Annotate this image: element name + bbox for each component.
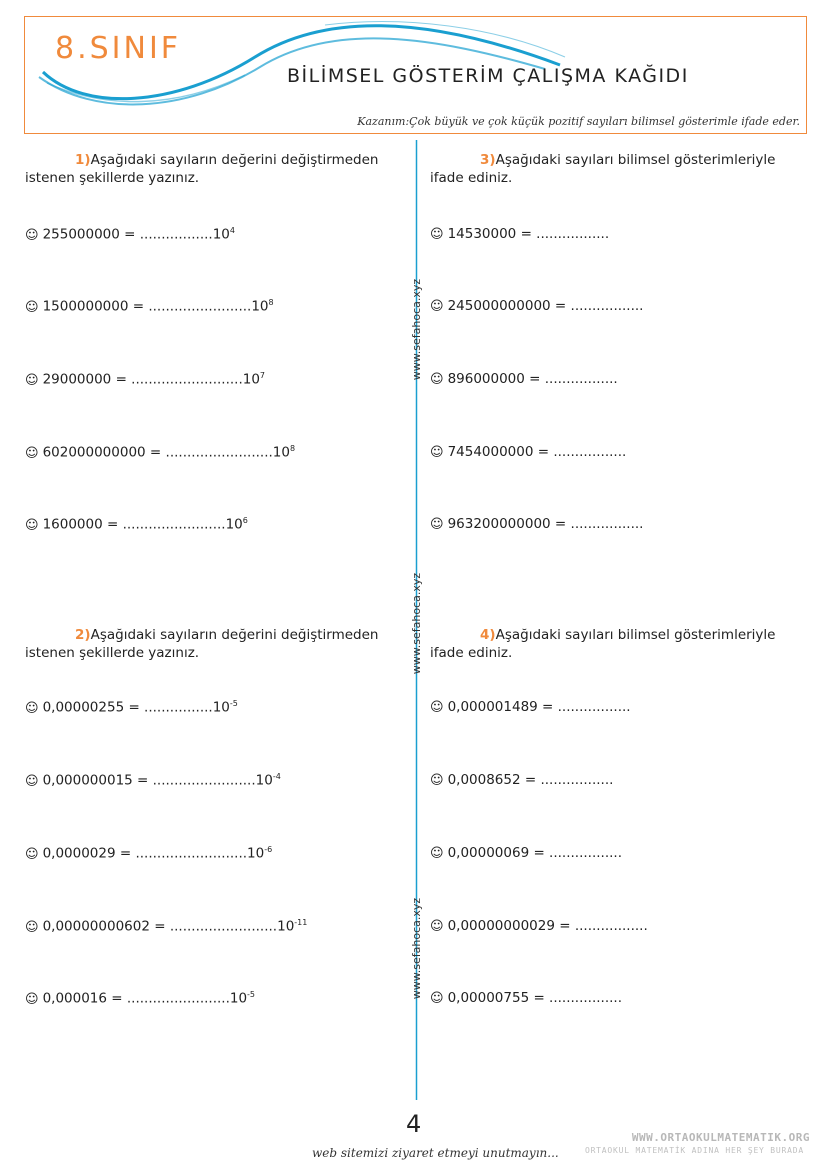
smiley-icon: ☺: [430, 846, 444, 861]
smiley-icon: ☺: [25, 991, 39, 1007]
smiley-icon: ☺: [25, 299, 39, 315]
smiley-icon: ☺: [430, 445, 444, 460]
section-1: [25, 151, 405, 187]
smiley-icon: ☺: [430, 227, 444, 242]
section-prompt: Aşağıdaki sayıları bilimsel gösterimleriyle ifade ediniz.: [430, 627, 776, 661]
section-number: 4): [480, 627, 496, 643]
footer-note: web sitemizi ziyaret etmeyi unutmayın...: [312, 1146, 559, 1160]
list-item: ☺ 0,0008652 = .................: [430, 772, 614, 788]
watermark-vertical-1: www.sefahoca.xyz: [410, 278, 424, 381]
site-url-watermark: WWW.ORTAOKULMATEMATIK.ORG: [631, 1131, 810, 1144]
list-item: ☺ 7454000000 = .................: [430, 444, 627, 460]
smiley-icon: ☺: [430, 299, 444, 314]
smiley-icon: ☺: [430, 919, 444, 934]
list-item: ☺ 0,00000000029 = .................: [430, 918, 648, 934]
list-item: ☺ $0,000016 = ........................10^{-5}$: [25, 990, 256, 1007]
list-item: ☺ 245000000000 = .................: [430, 298, 644, 314]
list-item: ☺ 896000000 = .................: [430, 371, 618, 387]
watermark-vertical-3: www.sefahoca.xyz: [410, 897, 424, 1000]
grade-label: 8.SINIF: [55, 31, 182, 66]
section-prompt: Aşağıdaki sayıları bilimsel gösterimleriyle ifade ediniz.: [430, 152, 776, 186]
smiley-icon: ☺: [25, 700, 39, 716]
list-item: ☺ 14530000 = .................: [430, 226, 610, 242]
smiley-icon: ☺: [430, 773, 444, 788]
header-box: [24, 16, 807, 134]
smiley-icon: ☺: [25, 773, 39, 789]
section-number: 2): [75, 627, 91, 643]
list-item: ☺ $255000000 = .................10^4$: [25, 226, 235, 243]
section-number: 1): [75, 152, 91, 168]
section-3: [430, 151, 800, 187]
list-item: ☺ $1500000000 = ........................10^8$: [25, 298, 274, 315]
smiley-icon: ☺: [430, 372, 444, 387]
site-slogan-watermark: ORTAOKUL MATEMATİK ADINA HER ŞEY BURADA: [584, 1146, 804, 1155]
list-item: ☺ $0,0000029 = ..........................10^{-6}$: [25, 845, 273, 862]
smiley-icon: ☺: [25, 227, 39, 243]
list-item: ☺ $0,00000255 = ................10^{-5}$: [25, 699, 238, 716]
list-item: ☺ 0,000001489 = .................: [430, 699, 631, 715]
list-item: ☺ $1600000 = ........................10^6$: [25, 516, 248, 533]
list-item: ☺ $29000000 = ..........................10^7$: [25, 371, 266, 388]
section-prompt: Aşağıdaki sayıların değerini değiştirmeden istenen şekillerde yazınız.: [25, 627, 379, 661]
section-number: 3): [480, 152, 496, 168]
worksheet-title: BİLİMSEL GÖSTERİM ÇALIŞMA KAĞIDI: [287, 65, 689, 87]
section-prompt: Aşağıdaki sayıların değerini değiştirmeden istenen şekillerde yazınız.: [25, 152, 379, 186]
smiley-icon: ☺: [430, 700, 444, 715]
smiley-icon: ☺: [25, 445, 39, 461]
learning-outcome: Kazanım:Çok büyük ve çok küçük pozitif sayıları bilimsel gösterimle ifade eder.: [357, 115, 800, 128]
watermark-vertical-2: www.sefahoca.xyz: [410, 572, 424, 675]
smiley-icon: ☺: [25, 517, 39, 533]
section-2: [25, 626, 405, 662]
list-item: ☺ $0,000000015 = ........................10^{-4}$: [25, 772, 281, 789]
smiley-icon: ☺: [430, 517, 444, 532]
smiley-icon: ☺: [25, 372, 39, 388]
smiley-icon: ☺: [25, 846, 39, 862]
list-item: ☺ 0,00000069 = .................: [430, 845, 623, 861]
list-item: ☺ 0,00000755 = .................: [430, 990, 623, 1006]
smiley-icon: ☺: [25, 919, 39, 935]
list-item: ☺ $0,00000000602 = .........................10^{-11}$: [25, 918, 308, 935]
list-item: ☺ 963200000000 = .................: [430, 516, 644, 532]
section-4: [430, 626, 800, 662]
smiley-icon: ☺: [430, 991, 444, 1006]
page-number: 4: [406, 1110, 422, 1138]
list-item: ☺ $602000000000 = .........................10^8$: [25, 444, 296, 461]
